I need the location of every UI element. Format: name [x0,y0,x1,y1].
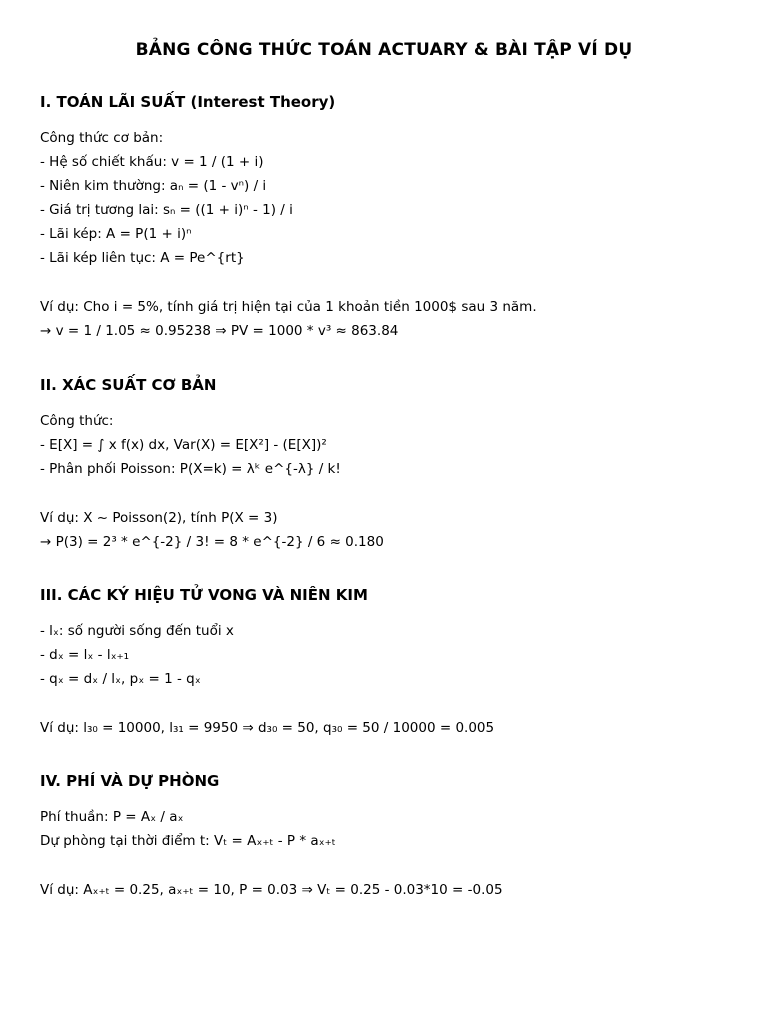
formula-line: - E[X] = ∫ x f(x) dx, Var(X) = E[X²] - (E[X])² [40,437,327,453]
formula-line: - Hệ số chiết khấu: v = 1 / (1 + i) [40,154,264,170]
text-line: Công thức cơ bản: [40,130,164,146]
formula-line: - Lãi kép liên tục: A = Pe^{rt} [40,250,245,266]
formula-line: - dₓ = lₓ - lₓ₊₁ [40,647,130,663]
section-heading-mortality-annuity: III. CÁC KÝ HIỆU TỬ VONG VÀ NIÊN KIM [40,586,368,604]
formula-line: - qₓ = dₓ / lₓ, pₓ = 1 - qₓ [40,671,201,687]
formula-line: Phí thuần: P = Aₓ / aₓ [40,809,184,825]
formula-line: - Giá trị tương lai: sₙ = ((1 + i)ⁿ - 1) / i [40,202,293,218]
formula-line: - Niên kim thường: aₙ = (1 - vⁿ) / i [40,178,267,194]
example-line: Ví dụ: Cho i = 5%, tính giá trị hiện tại của 1 khoản tiền 1000$ sau 3 năm. [40,299,537,315]
example-line: Ví dụ: Aₓ₊ₜ = 0.25, aₓ₊ₜ = 10, P = 0.03 ⇒ Vₜ = 0.25 - 0.03*10 = -0.05 [40,882,503,898]
formula-line: - Lãi kép: A = P(1 + i)ⁿ [40,226,192,242]
document-title: BẢNG CÔNG THỨC TOÁN ACTUARY & BÀI TẬP VÍ DỤ [135,40,633,60]
formula-line: - lₓ: số người sống đến tuổi x [40,623,234,639]
section-heading-interest-theory: I. TOÁN LÃI SUẤT (Interest Theory) [40,93,336,111]
section-heading-premium-reserve: IV. PHÍ VÀ DỰ PHÒNG [40,772,220,790]
section-heading-basic-probability: II. XÁC SUẤT CƠ BẢN [40,376,217,394]
example-line: Ví dụ: X ~ Poisson(2), tính P(X = 3) [40,510,278,526]
text-line: Công thức: [40,413,114,429]
formula-line: Dự phòng tại thời điểm t: Vₜ = Aₓ₊ₜ - P * aₓ₊ₜ [40,833,336,849]
example-solution-line: → P(3) = 2³ * e^{-2} / 3! = 8 * e^{-2} / 6 ≈ 0.180 [40,534,384,550]
formula-line: - Phân phối Poisson: P(X=k) = λᵏ e^{-λ} / k! [40,461,341,477]
example-solution-line: → v = 1 / 1.05 ≈ 0.95238 ⇒ PV = 1000 * v³ ≈ 863.84 [40,323,399,339]
example-line: Ví dụ: l₃₀ = 10000, l₃₁ = 9950 ⇒ d₃₀ = 50, q₃₀ = 50 / 10000 = 0.005 [40,720,495,736]
